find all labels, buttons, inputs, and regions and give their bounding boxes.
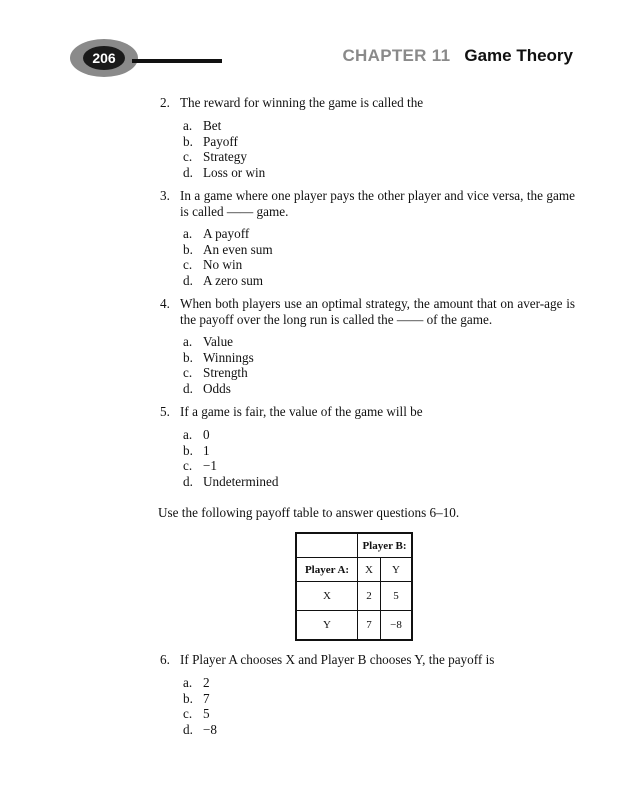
chapter-label: CHAPTER 11	[342, 46, 451, 65]
chapter-title: Game Theory	[464, 46, 573, 65]
option-letter: a.	[183, 427, 193, 442]
table-cell: 5	[381, 582, 413, 611]
player-b-header: Player B:	[358, 533, 413, 558]
option	[183, 226, 273, 242]
option-letter: b.	[183, 442, 193, 458]
option	[183, 149, 265, 165]
option-letter: c.	[183, 149, 193, 165]
option-text: 0	[203, 427, 210, 442]
player-a-header: Player A:	[296, 558, 358, 582]
table-cell: 7	[358, 611, 381, 641]
options-q2	[183, 118, 265, 180]
option-text: 2	[203, 675, 210, 690]
option	[183, 165, 265, 181]
options-q3	[183, 226, 273, 288]
table-row	[296, 533, 412, 558]
option-text: No win	[203, 257, 243, 273]
option-text: 7	[203, 690, 210, 706]
option-text: A payoff	[203, 226, 250, 241]
option-text: An even sum	[203, 241, 273, 257]
option-letter: d.	[183, 380, 193, 396]
option	[183, 427, 278, 443]
table-row	[296, 558, 412, 582]
question-6	[160, 652, 575, 668]
table-cell: 2	[358, 582, 381, 611]
option	[183, 458, 278, 474]
option-text: Bet	[203, 118, 222, 133]
option-text: 1	[203, 442, 210, 458]
option-text: Value	[203, 334, 234, 349]
question-number: 5.	[160, 404, 170, 419]
page-number: 206	[83, 46, 125, 70]
question-stem: If a game is fair, the value of the game will be	[180, 404, 423, 419]
chapter-heading	[342, 46, 573, 66]
option-letter: a.	[183, 226, 193, 241]
option-letter: c.	[183, 257, 193, 273]
option-letter: c.	[183, 365, 193, 381]
option	[183, 474, 278, 490]
option-text: Winnings	[203, 349, 254, 365]
page-header	[0, 0, 635, 100]
option-letter: a.	[183, 675, 193, 690]
column-header: Y	[381, 558, 413, 582]
option-text: Odds	[203, 380, 231, 396]
question-stem: In a game where one player pays the other player and vice versa, the game is called —— game.	[180, 188, 575, 219]
question-number: 3.	[160, 188, 170, 203]
option	[183, 273, 273, 289]
option-letter: d.	[183, 721, 193, 737]
question-3	[160, 188, 575, 220]
option	[183, 722, 217, 738]
option-text: 5	[203, 706, 210, 722]
option	[183, 381, 254, 397]
question-4	[160, 296, 575, 328]
option-text: −8	[203, 721, 218, 737]
option-letter: b.	[183, 241, 193, 257]
question-number: 4.	[160, 296, 170, 311]
option	[183, 691, 217, 707]
question-2	[160, 95, 575, 111]
header-rule	[132, 59, 222, 63]
option-text: −1	[203, 458, 218, 474]
options-q5	[183, 427, 278, 489]
question-number: 2.	[160, 95, 170, 110]
option-text: Strength	[203, 365, 248, 381]
option-text: Strategy	[203, 149, 247, 165]
payoff-table	[295, 532, 413, 641]
option	[183, 350, 254, 366]
option-letter: a.	[183, 118, 193, 133]
option-letter: b.	[183, 349, 193, 365]
question-stem: The reward for winning the game is called the	[180, 95, 424, 110]
option	[183, 365, 254, 381]
row-label: X	[296, 582, 358, 611]
option	[183, 675, 217, 691]
option-letter: b.	[183, 133, 193, 149]
column-header: X	[358, 558, 381, 582]
option	[183, 443, 278, 459]
table-row	[296, 611, 412, 641]
option	[183, 242, 273, 258]
option-text: Undetermined	[203, 473, 279, 489]
table-intro: Use the following payoff table to answer questions 6–10.	[158, 505, 460, 520]
option-text: Payoff	[203, 133, 238, 149]
table-row	[296, 582, 412, 611]
option-text: A zero sum	[203, 272, 264, 288]
option	[183, 118, 265, 134]
row-label: Y	[296, 611, 358, 641]
option-letter: c.	[183, 458, 193, 474]
option-letter: c.	[183, 706, 193, 722]
option	[183, 334, 254, 350]
option-letter: b.	[183, 690, 193, 706]
option-letter: d.	[183, 164, 193, 180]
option	[183, 134, 265, 150]
option-letter: d.	[183, 272, 193, 288]
question-stem: When both players use an optimal strategy, the amount that on aver-age is the payoff over the long run is called the —— of the game.	[180, 296, 575, 327]
option-letter: d.	[183, 473, 193, 489]
options-q4	[183, 334, 254, 396]
table-cell: −8	[381, 611, 413, 641]
question-stem: If Player A chooses X and Player B chooses Y, the payoff is	[180, 652, 495, 667]
option-text: Loss or win	[203, 164, 266, 180]
table-corner-cell	[296, 533, 358, 558]
question-number: 6.	[160, 652, 170, 667]
option	[183, 257, 273, 273]
question-5	[160, 404, 575, 420]
option-letter: a.	[183, 334, 193, 349]
option	[183, 706, 217, 722]
options-q6	[183, 675, 217, 737]
